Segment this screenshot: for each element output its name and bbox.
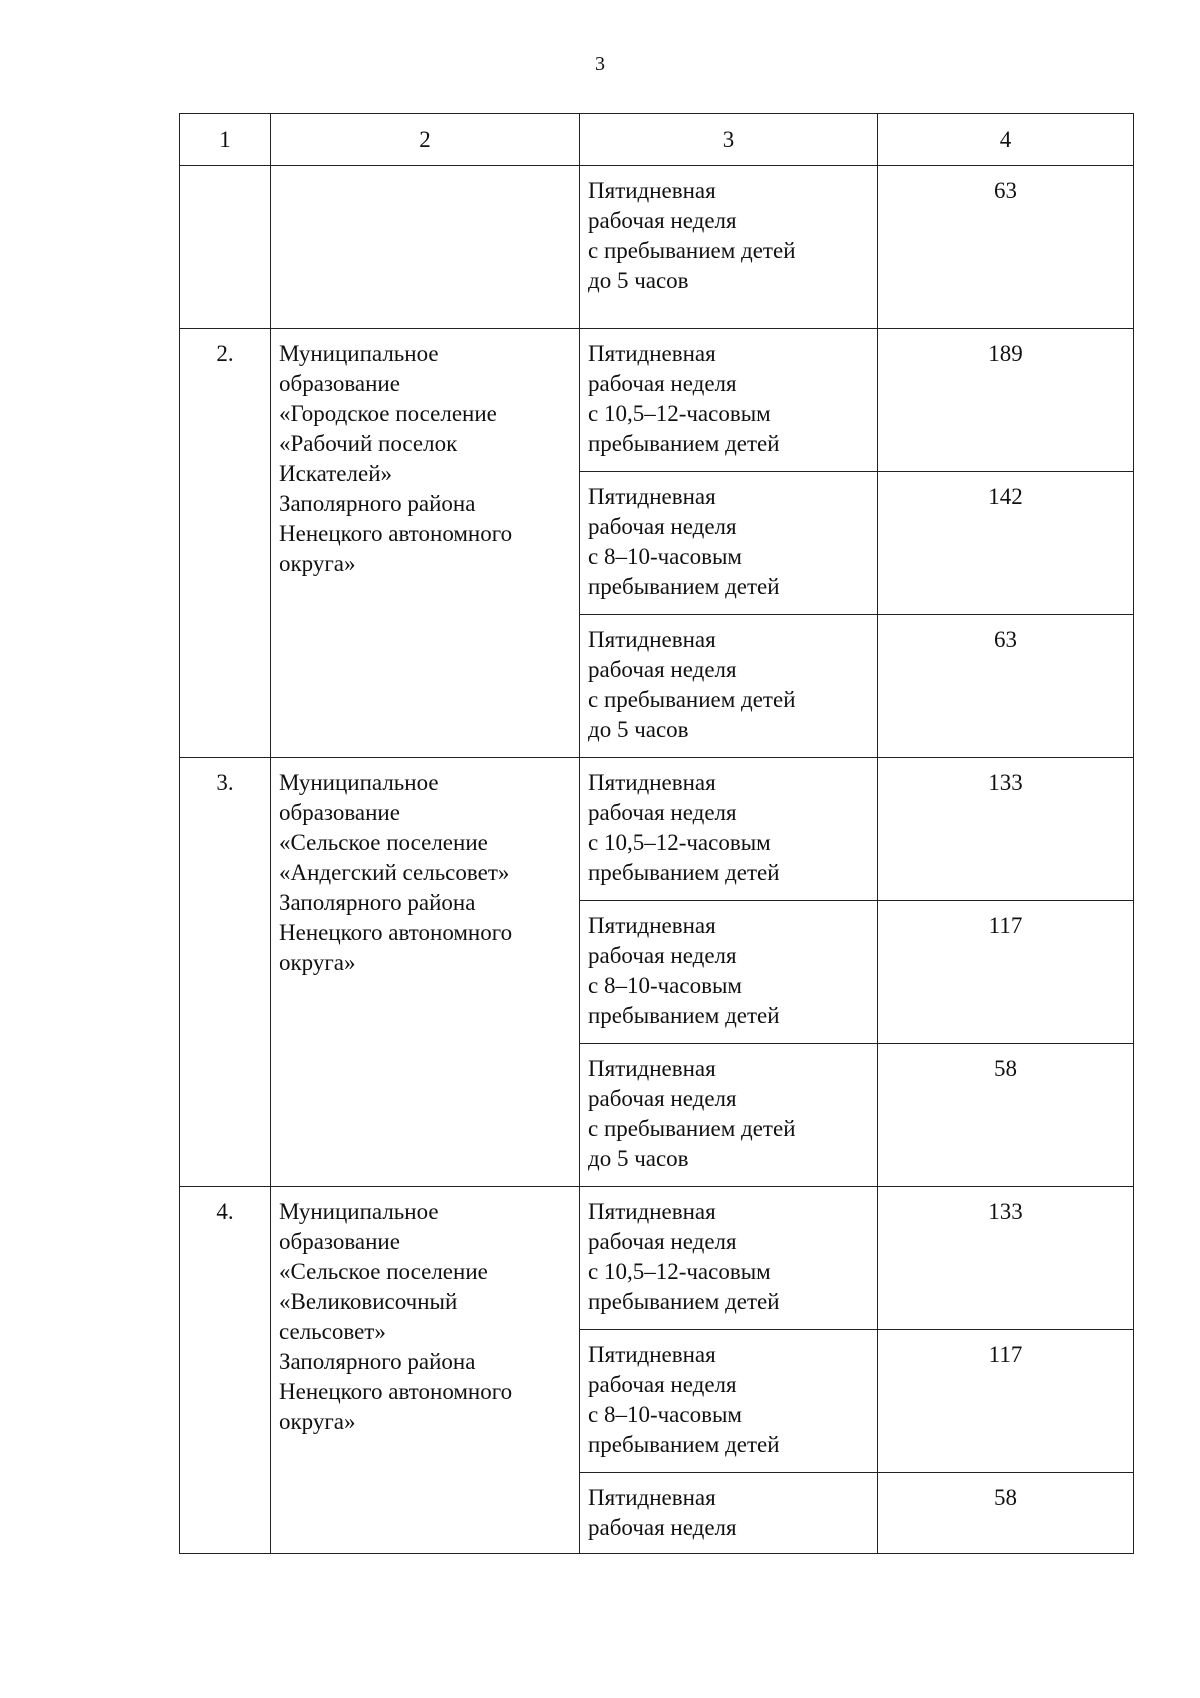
municipality-name-line: образование — [279, 371, 400, 396]
regime-line: пребыванием детей — [588, 1289, 780, 1314]
number-cell-empty — [180, 166, 271, 329]
regime-line: рабочая неделя — [588, 208, 737, 233]
municipality-name-cell — [271, 1187, 580, 1554]
table-row — [180, 329, 1134, 472]
municipality-name-line: Искателей» — [279, 461, 393, 486]
value-cell: 63 — [878, 615, 1134, 758]
regime-line: с 10,5–12-часовым — [588, 1259, 771, 1284]
municipality-name-line: округа» — [279, 950, 356, 975]
regime-line: пребыванием детей — [588, 860, 780, 885]
municipality-name-line: Ненецкого автономного — [279, 920, 513, 945]
regime-cell — [580, 615, 878, 758]
municipality-name-line: образование — [279, 800, 400, 825]
regime-line: Пятидневная — [588, 484, 716, 509]
regime-line: Пятидневная — [588, 1485, 716, 1510]
page-number: 3 — [595, 53, 605, 75]
municipality-name-line: «Рабочий поселок — [279, 431, 458, 456]
municipality-name-line: «Сельское поселение — [279, 1259, 488, 1284]
value-cell: 133 — [878, 1187, 1134, 1330]
regime-line: Пятидневная — [588, 627, 716, 652]
regime-line: с 8–10-часовым — [588, 1402, 742, 1427]
regime-line: с пребыванием детей — [588, 1116, 796, 1141]
regime-cell — [580, 901, 878, 1044]
header-cell-2: 2 — [271, 114, 580, 166]
value-cell: 58 — [878, 1473, 1134, 1554]
table-row — [180, 166, 1134, 329]
municipality-name-line: Муниципальное — [279, 1199, 439, 1224]
row-number-cell: 4. — [180, 1187, 271, 1554]
regime-line: Пятидневная — [588, 1342, 716, 1367]
regime-line: Пятидневная — [588, 913, 716, 938]
regime-cell — [580, 1044, 878, 1187]
municipality-name-line: Ненецкого автономного — [279, 1379, 513, 1404]
regime-line: рабочая неделя — [588, 371, 737, 396]
regime-line: пребыванием детей — [588, 1003, 780, 1028]
header-cell-1: 1 — [180, 114, 271, 166]
regime-line: с пребыванием детей — [588, 238, 796, 263]
regime-cell — [580, 1473, 878, 1554]
municipality-name-line: «Сельское поселение — [279, 830, 488, 855]
value-cell: 142 — [878, 472, 1134, 615]
regime-cell — [580, 1330, 878, 1473]
header-cell-4: 4 — [878, 114, 1134, 166]
regime-line: до 5 часов — [588, 268, 689, 293]
value-cell: 117 — [878, 901, 1134, 1044]
municipality-name-line: «Великовисочный — [279, 1289, 458, 1314]
municipality-name-cell — [271, 758, 580, 1187]
name-cell-empty — [271, 166, 580, 329]
municipality-name-line: Муниципальное — [279, 341, 439, 366]
value-cell: 58 — [878, 1044, 1134, 1187]
municipality-name-line: «Андегский сельсовет» — [279, 860, 510, 885]
value-cell: 189 — [878, 329, 1134, 472]
municipality-name-line: округа» — [279, 551, 356, 576]
municipality-name-line: сельсовет» — [279, 1319, 386, 1344]
regime-line: до 5 часов — [588, 717, 689, 742]
regime-line: Пятидневная — [588, 178, 716, 203]
municipality-name-line: образование — [279, 1229, 400, 1254]
municipality-name-line: Заполярного района — [279, 1349, 476, 1374]
value-cell: 63 — [878, 166, 1134, 329]
regime-line: с 8–10-часовым — [588, 544, 742, 569]
regime-line: пребыванием детей — [588, 431, 780, 456]
regime-line: рабочая неделя — [588, 800, 737, 825]
municipality-name-cell — [271, 329, 580, 758]
regime-line: с 10,5–12-часовым — [588, 830, 771, 855]
regime-cell — [580, 758, 878, 901]
municipality-name-line: Заполярного района — [279, 491, 476, 516]
regime-line: Пятидневная — [588, 770, 716, 795]
schedule-table — [179, 113, 1134, 1554]
regime-line: до 5 часов — [588, 1146, 689, 1171]
regime-line: рабочая неделя — [588, 657, 737, 682]
municipality-name-line: округа» — [279, 1409, 356, 1434]
regime-line: рабочая неделя — [588, 1086, 737, 1111]
municipality-name-line: Заполярного района — [279, 890, 476, 915]
regime-line: Пятидневная — [588, 1056, 716, 1081]
regime-line: с 8–10-часовым — [588, 973, 742, 998]
regime-line: рабочая неделя — [588, 514, 737, 539]
regime-line: с 10,5–12-часовым — [588, 401, 771, 426]
table-row — [180, 758, 1134, 901]
header-row — [180, 114, 1134, 166]
regime-cell — [580, 166, 878, 329]
regime-cell — [580, 472, 878, 615]
regime-line: пребыванием детей — [588, 1432, 780, 1457]
municipality-name-line: Ненецкого автономного — [279, 521, 513, 546]
regime-line: Пятидневная — [588, 341, 716, 366]
value-cell: 117 — [878, 1330, 1134, 1473]
regime-line: рабочая неделя — [588, 943, 737, 968]
municipality-name-line: Муниципальное — [279, 770, 439, 795]
regime-cell — [580, 1187, 878, 1330]
regime-line: с пребыванием детей — [588, 687, 796, 712]
municipality-name-line: «Городское поселение — [279, 401, 497, 426]
value-cell: 133 — [878, 758, 1134, 901]
regime-line: рабочая неделя — [588, 1515, 737, 1540]
regime-line: Пятидневная — [588, 1199, 716, 1224]
table-row — [180, 1187, 1134, 1330]
row-number-cell: 2. — [180, 329, 271, 758]
regime-line: рабочая неделя — [588, 1372, 737, 1397]
regime-line: пребыванием детей — [588, 574, 780, 599]
regime-cell — [580, 329, 878, 472]
header-cell-3: 3 — [580, 114, 878, 166]
row-number-cell: 3. — [180, 758, 271, 1187]
regime-line: рабочая неделя — [588, 1229, 737, 1254]
